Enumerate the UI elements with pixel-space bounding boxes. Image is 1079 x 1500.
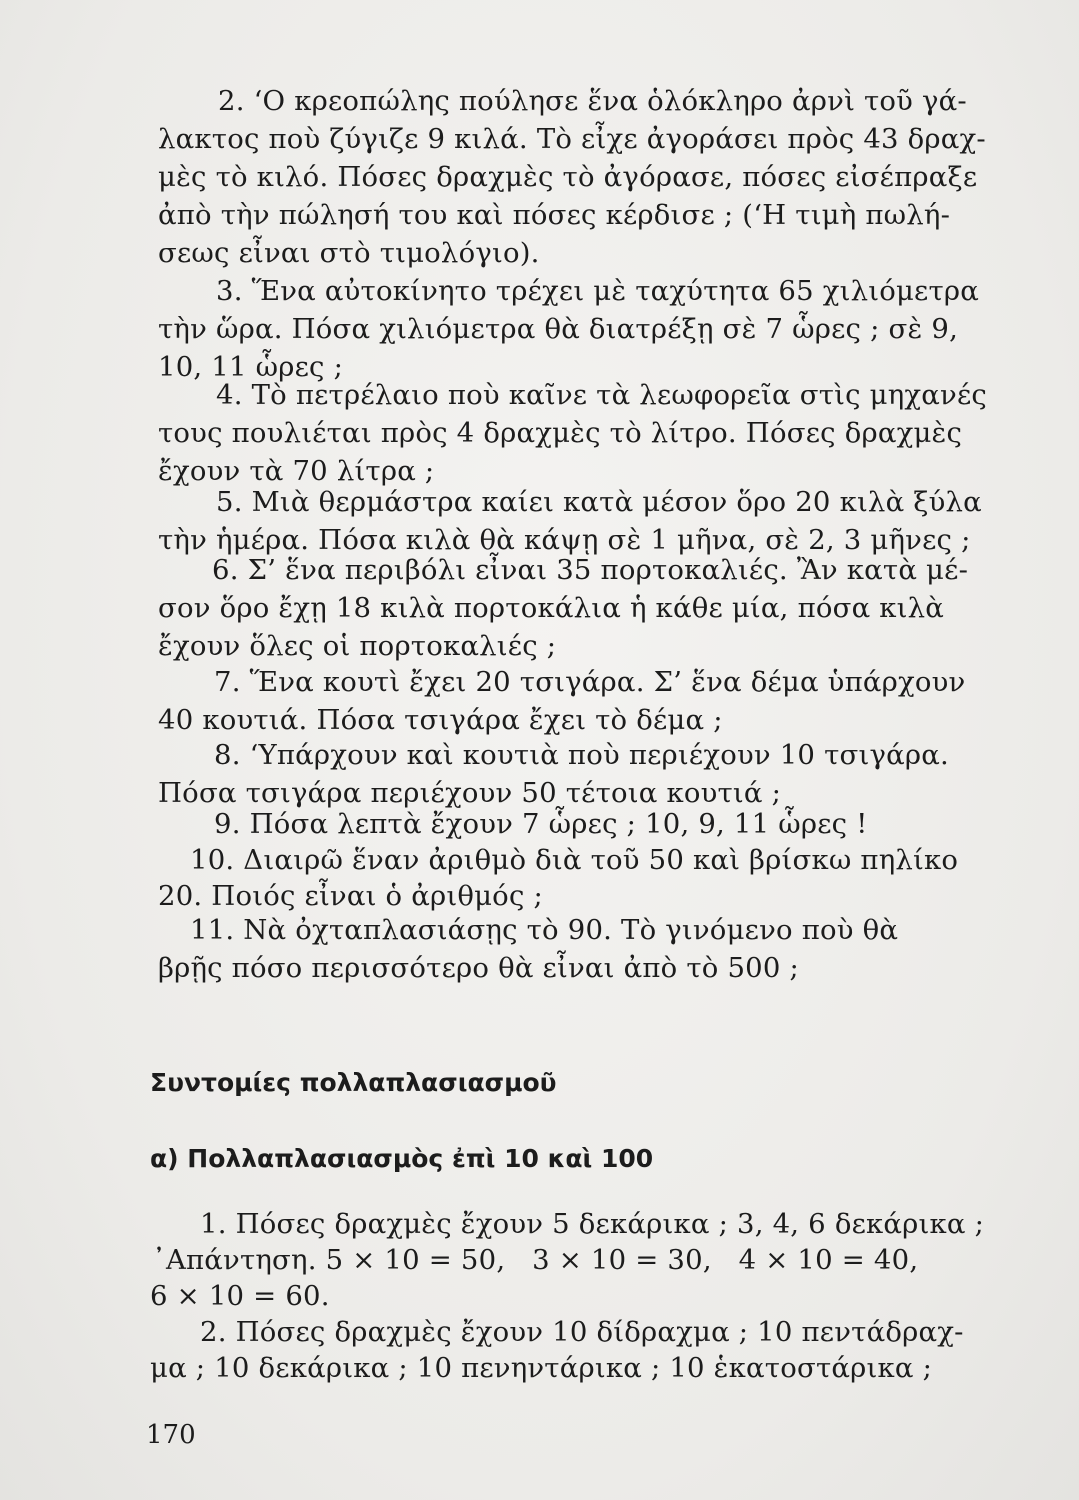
problem-2-line-3: μὲς τὸ κιλό. Πόσες δραχμὲς τὸ ἀγόρασε, πόσες εἰσέπραξε bbox=[158, 161, 978, 193]
problem-2-line-2: λακτος ποὺ ζύγιζε 9 κιλά. Τὸ εἶχε ἀγοράσει πρὸς 43 δραχ- bbox=[158, 123, 986, 155]
problem-11-line-1: 11. Νὰ ὀχταπλασιάσῃς τὸ 90. Τὸ γινόμενο ποὺ θὰ bbox=[190, 914, 899, 946]
problem-3-line-3: 10, 11 ὧρες ; bbox=[158, 351, 344, 383]
problem-8-line-1: 8. ‘Υπάρχουν καὶ κουτιὰ ποὺ περιέχουν 10 τσιγάρα. bbox=[214, 739, 949, 771]
problem-4-line-2: τους πουλιέται πρὸς 4 δραχμὲς τὸ λίτρο. Πόσες δραχμὲς bbox=[158, 417, 963, 449]
problem-3-line-1: 3. Ἕνα αὐτοκίνητο τρέχει μὲ ταχύτητα 65 χιλιόμετρα bbox=[216, 275, 980, 307]
sub-problem-1-line-3: 6 × 10 = 60. bbox=[150, 1280, 330, 1312]
problem-10-line-1: 10. Διαιρῶ ἕναν ἀριθμὸ διὰ τοῦ 50 καὶ βρίσκω πηλίκο bbox=[190, 844, 959, 876]
problem-2-line-4: ἀπὸ τὴν πώλησή του καὶ πόσες κέρδισε ; (‘Η τιμὴ πωλή- bbox=[158, 199, 951, 231]
problem-10-line-2: 20. Ποιός εἶναι ὁ ἀριθμός ; bbox=[158, 880, 543, 912]
sub-problem-1-line-2: ᾿Απάντηση. 5 × 10 = 50, 3 × 10 = 30, 4 × 10 = 40, bbox=[152, 1244, 919, 1276]
problem-9-line-1: 9. Πόσα λεπτὰ ἔχουν 7 ὧρες ; 10, 9, 11 ὧρες ! bbox=[214, 808, 868, 840]
problem-4-line-1: 4. Τὸ πετρέλαιο ποὺ καῖνε τὰ λεωφορεῖα στὶς μηχανές bbox=[216, 379, 987, 411]
page-number: 170 bbox=[146, 1420, 196, 1450]
problem-8-line-2: Πόσα τσιγάρα περιέχουν 50 τέτοια κουτιά ; bbox=[158, 777, 782, 809]
problem-5-line-2: τὴν ἡμέρα. Πόσα κιλὰ θὰ κάψῃ σὲ 1 μῆνα, σὲ 2, 3 μῆνες ; bbox=[158, 524, 971, 556]
problem-6-line-3: ἔχουν ὅλες οἱ πορτοκαλιές ; bbox=[158, 630, 557, 662]
problem-2-line-1: 2. ‘Ο κρεοπώλης πούλησε ἕνα ὁλόκληρο ἀρνὶ τοῦ γά- bbox=[218, 85, 967, 117]
problem-6-line-2: σον ὅρο ἔχῃ 18 κιλὰ πορτοκάλια ἡ κάθε μία, πόσα κιλὰ bbox=[158, 592, 945, 624]
sub-problem-1-line-1: 1. Πόσες δραχμὲς ἔχουν 5 δεκάρικα ; 3, 4, 6 δεκάρικα ; bbox=[200, 1208, 985, 1240]
sub-problem-2-line-2: μα ; 10 δεκάρικα ; 10 πενηντάρικα ; 10 ἑκατοστάρικα ; bbox=[150, 1352, 933, 1384]
problem-6-line-1: 6. Σ’ ἕνα περιβόλι εἶναι 35 πορτοκαλιές. Ἂν κατὰ μέ- bbox=[212, 554, 969, 586]
section-title: Συντομίες πολλαπλασιασμοῦ bbox=[150, 1068, 557, 1097]
problem-4-line-3: ἔχουν τὰ 70 λίτρα ; bbox=[158, 455, 435, 487]
problem-7-line-1: 7. Ἕνα κουτὶ ἔχει 20 τσιγάρα. Σ’ ἕνα δέμα ὑπάρχουν bbox=[214, 666, 966, 698]
sub-problem-2-line-1: 2. Πόσες δραχμὲς ἔχουν 10 δίδραχμα ; 10 πεντάδραχ- bbox=[200, 1316, 964, 1348]
problem-7-line-2: 40 κουτιά. Πόσα τσιγάρα ἔχει τὸ δέμα ; bbox=[158, 704, 723, 736]
subsection-title: α) Πολλαπλασιασμὸς ἐπὶ 10 καὶ 100 bbox=[150, 1144, 654, 1173]
problem-11-line-2: βρῇς πόσο περισσότερο θὰ εἶναι ἀπὸ τὸ 500 ; bbox=[158, 952, 799, 984]
problem-3-line-2: τὴν ὥρα. Πόσα χιλιόμετρα θὰ διατρέξῃ σὲ 7 ὧρες ; σὲ 9, bbox=[158, 313, 959, 345]
problem-5-line-1: 5. Μιὰ θερμάστρα καίει κατὰ μέσον ὅρο 20 κιλὰ ξύλα bbox=[216, 486, 982, 518]
problem-2-line-5: σεως εἶναι στὸ τιμολόγιο). bbox=[158, 237, 540, 269]
